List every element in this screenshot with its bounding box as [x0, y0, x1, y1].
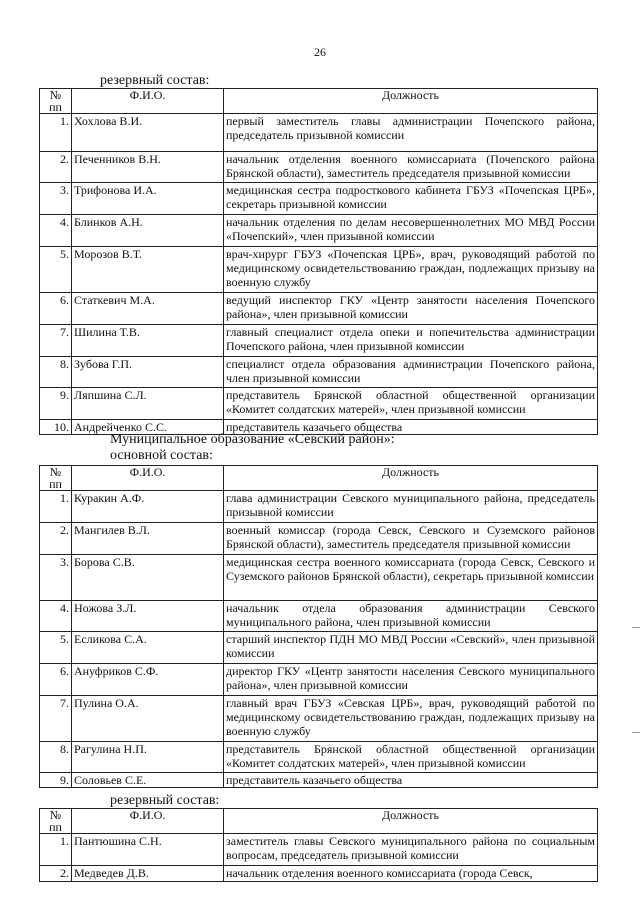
table-row	[40, 247, 598, 293]
row-name: Мангилев В.Л.	[72, 523, 224, 555]
row-position: директор ГКУ «Центр занятости населения Севского муниципального района», член призывной комиссии	[224, 664, 598, 696]
row-name: Куракин А.Ф.	[72, 491, 224, 523]
row-name: Ножова З.Л.	[72, 601, 224, 632]
row-position: представитель казачьего общества	[224, 773, 598, 788]
col-header-position: Должность	[224, 89, 598, 114]
col-header-num: № пп	[40, 809, 72, 834]
row-position: медицинская сестра военного комиссариата (города Севск, Севского и Суземского районов Брянской области), секретарь призывной комиссии	[224, 555, 598, 601]
row-name: Пантюшина С.Н.	[72, 834, 224, 866]
row-name: Соловьев С.Е.	[72, 773, 224, 788]
row-name: Печенников В.Н.	[72, 152, 224, 183]
district-heading: Муниципальное образование «Севский район»:	[110, 432, 395, 447]
row-name: Рагулина Н.П.	[72, 742, 224, 773]
row-num: 8.	[40, 742, 72, 773]
row-position: представитель Брянской областной общественной организации «Комитет солдатских матерей», член призывной комиссии	[224, 742, 598, 773]
row-num: 9.	[40, 773, 72, 788]
page-number: 26	[314, 45, 326, 59]
col-header-name: Ф.И.О.	[72, 809, 224, 834]
row-num: 2.	[40, 152, 72, 183]
table-row	[40, 325, 598, 357]
table-row	[40, 293, 598, 325]
row-position: начальник отделения военного комиссариата (города Севск,	[224, 866, 598, 882]
scan-edge-mark	[632, 627, 640, 628]
row-num: 1.	[40, 834, 72, 866]
table-row	[40, 773, 598, 788]
row-num: 7.	[40, 696, 72, 742]
row-num: 5.	[40, 632, 72, 664]
section-label-reserve-1: резервный состав:	[100, 73, 210, 88]
row-name: Пулина О.А.	[72, 696, 224, 742]
row-name: Хохлова В.И.	[72, 114, 224, 152]
row-position: начальник отделения военного комиссариата (Почепского района Брянской области), заместитель председателя призывной комиссии	[224, 152, 598, 183]
row-name: Статкевич М.А.	[72, 293, 224, 325]
row-name: Ляпшина С.Л.	[72, 388, 224, 420]
table-row	[40, 866, 598, 882]
row-position: медицинская сестра подросткового кабинета ГБУЗ «Почепская ЦРБ», секретарь призывной комиссии	[224, 183, 598, 215]
row-num: 4.	[40, 601, 72, 632]
table-row	[40, 523, 598, 555]
row-position: врач-хирург ГБУЗ «Почепская ЦРБ», врач, руководящий работой по медицинскому освидетельствованию граждан, подлежащих призыву на военную службу	[224, 247, 598, 293]
row-num: 6.	[40, 293, 72, 325]
row-position: ведущий инспектор ГКУ «Центр занятости населения Почепского района», член призывной комиссии	[224, 293, 598, 325]
row-name: Трифонова И.А.	[72, 183, 224, 215]
row-name: Борова С.В.	[72, 555, 224, 601]
table-row	[40, 555, 598, 601]
row-num: 2.	[40, 523, 72, 555]
row-position: представитель Брянской областной общественной организации «Комитет солдатских матерей», член призывной комиссии	[224, 388, 598, 420]
row-name: Морозов В.Т.	[72, 247, 224, 293]
row-num: 3.	[40, 183, 72, 215]
table-row	[40, 152, 598, 183]
table-row	[40, 601, 598, 632]
row-num: 6.	[40, 664, 72, 696]
row-position: заместитель главы Севского муниципального района по социальным вопросам, председатель призывной комиссии	[224, 834, 598, 866]
row-position: военный комиссар (города Севск, Севского и Суземского районов Брянской области), заместитель председателя призывной комиссии	[224, 523, 598, 555]
row-num: 7.	[40, 325, 72, 357]
row-num: 5.	[40, 247, 72, 293]
row-position: главный врач ГБУЗ «Севская ЦРБ», врач, руководящий работой по медицинскому освидетельствованию граждан, подлежащих призыву на военную службу	[224, 696, 598, 742]
scan-edge-mark	[632, 732, 640, 733]
row-num: 1.	[40, 114, 72, 152]
table-reserve-1	[39, 88, 598, 435]
row-position: начальник отдела образования администрации Севского муниципального района, член призывной комиссии	[224, 601, 598, 632]
row-name: Зубова Г.П.	[72, 357, 224, 388]
col-header-num: № пп	[40, 466, 72, 491]
row-position: специалист отдела образования администрации Почепского района, член призывной комиссии	[224, 357, 598, 388]
table-row	[40, 183, 598, 215]
table-main-sevsk	[39, 465, 598, 788]
row-name: Блинков А.Н.	[72, 215, 224, 247]
table-row	[40, 357, 598, 388]
row-num: 9.	[40, 388, 72, 420]
col-header-num: № пп	[40, 89, 72, 114]
row-name: Медведев Д.В.	[72, 866, 224, 882]
col-header-position: Должность	[224, 809, 598, 834]
row-name: Шилина Т.В.	[72, 325, 224, 357]
row-position: первый заместитель главы администрации Почепского района, председатель призывной комиссии	[224, 114, 598, 152]
col-header-name: Ф.И.О.	[72, 89, 224, 114]
col-header-name: Ф.И.О.	[72, 466, 224, 491]
row-position: главный специалист отдела опеки и попечительства администрации Почепского района, член призывной комиссии	[224, 325, 598, 357]
section-label-reserve-2: резервный состав:	[110, 793, 220, 808]
table-row	[40, 834, 598, 866]
row-name: Ануфриков С.Ф.	[72, 664, 224, 696]
table-row	[40, 696, 598, 742]
table-row	[40, 388, 598, 420]
row-position: начальник отделения по делам несовершеннолетних МО МВД России «Почепский», член призывной комиссии	[224, 215, 598, 247]
table-row	[40, 491, 598, 523]
table-row	[40, 114, 598, 152]
table-reserve-sevsk	[39, 808, 598, 882]
row-num: 10.	[40, 420, 72, 435]
row-num: 4.	[40, 215, 72, 247]
row-name: Есликова С.А.	[72, 632, 224, 664]
table-row	[40, 742, 598, 773]
row-position: глава администрации Севского муниципального района, председатель призывной комиссии	[224, 491, 598, 523]
row-position: представитель казачьего общества	[224, 420, 598, 435]
section-label-main: основной состав:	[110, 448, 213, 463]
table-row	[40, 215, 598, 247]
col-header-position: Должность	[224, 466, 598, 491]
row-num: 1.	[40, 491, 72, 523]
row-num: 8.	[40, 357, 72, 388]
row-name: Андрейченко С.С.	[72, 420, 224, 435]
table-row	[40, 632, 598, 664]
row-num: 3.	[40, 555, 72, 601]
row-num: 2.	[40, 866, 72, 882]
row-position: старший инспектор ПДН МО МВД России «Севский», член призывной комиссии	[224, 632, 598, 664]
table-row	[40, 664, 598, 696]
